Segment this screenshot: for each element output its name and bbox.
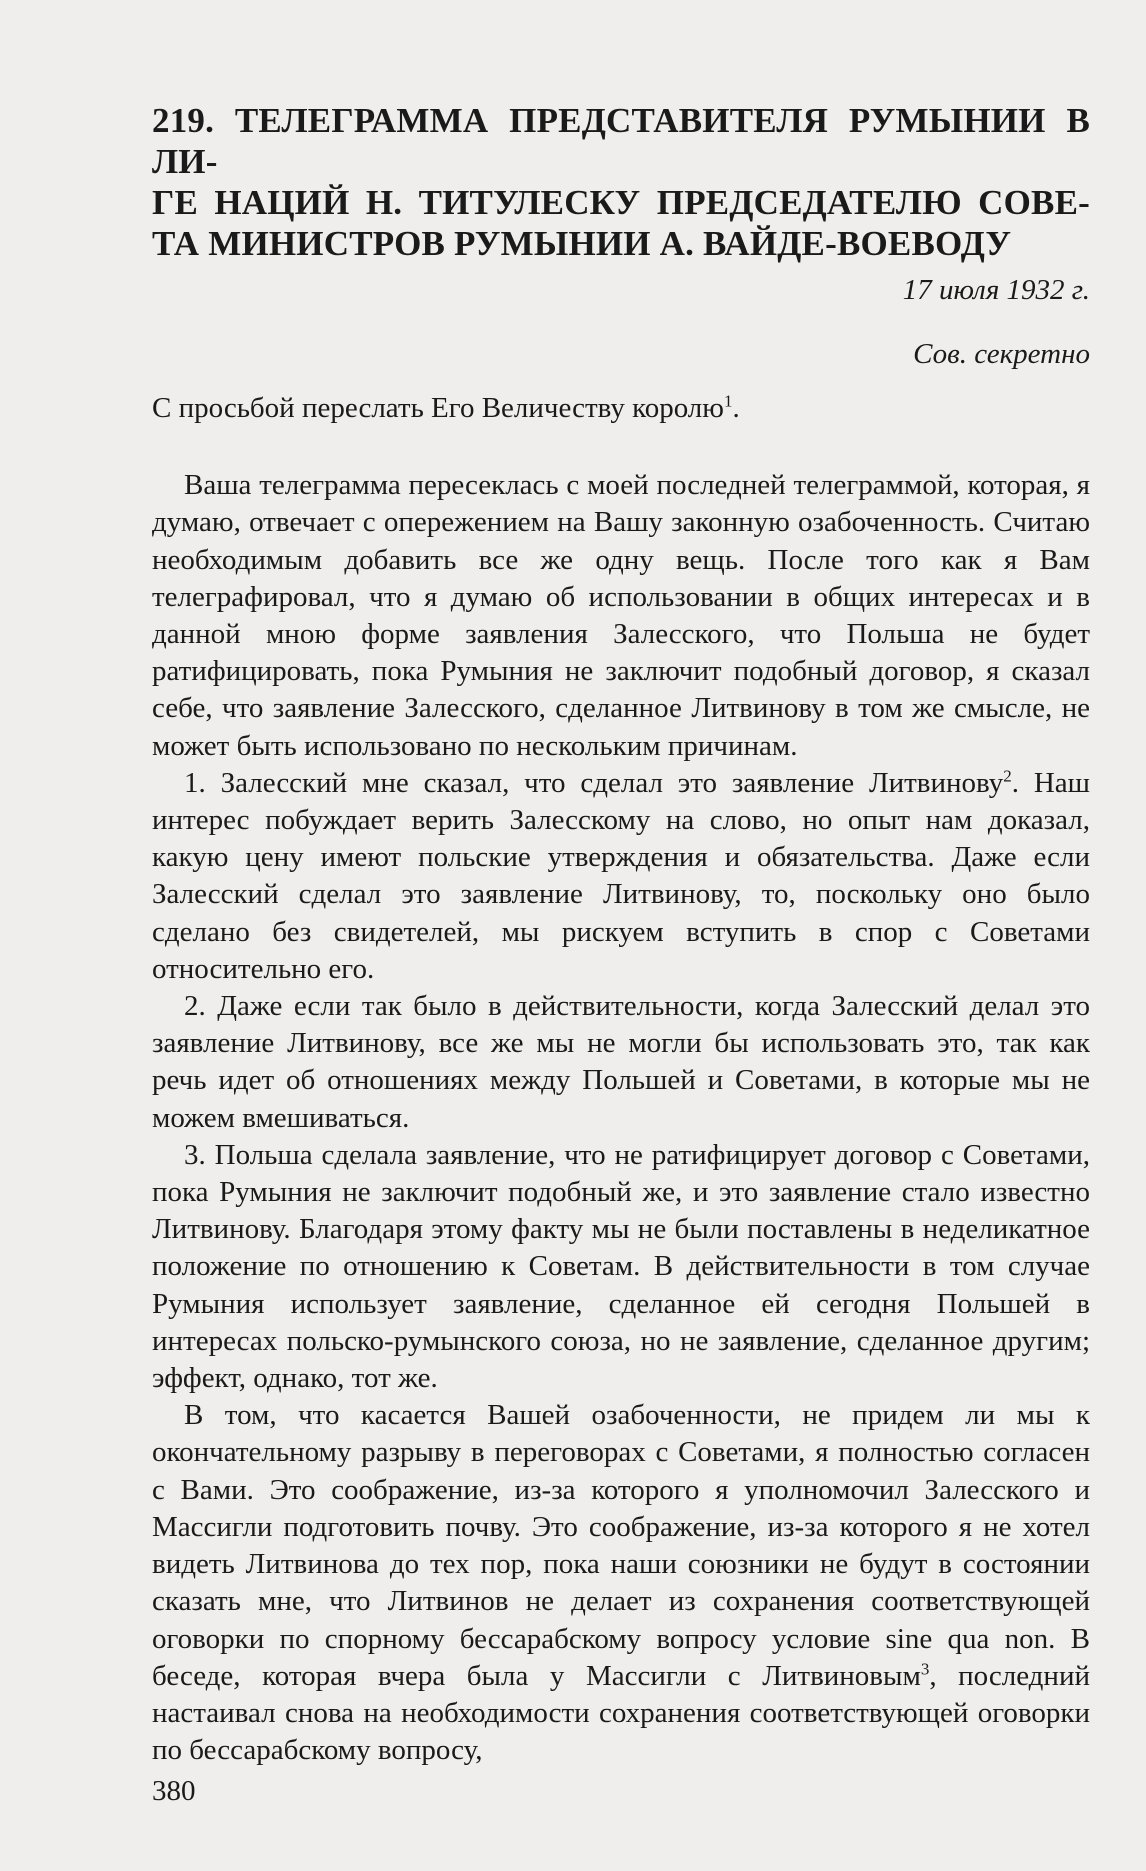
body-paragraph-5 [152,1397,1090,1769]
page-number: 380 [152,1775,196,1807]
body-paragraph-3: 2. Даже если так было в действительности, когда Залесский делал это заявление Литвинову, все же мы не могли бы использовать это, так как речь идет об отношениях между Польшей и Советами, в которые мы не можем вмешиваться. [152,990,1090,1134]
intro-tail: . [732,392,740,424]
footnote-ref-2: 2 [1003,766,1012,786]
body-paragraph-4: 3. Польша сделала заявление, что не ратифицирует договор с Советами, пока Румыния не заключит подобный же, и это заявление стало известно Литвинову. Благодаря этому факту мы не были поставлены в неделикатное положение по отношению к Советам. В действительности в том случае Румыния использует заявление, сделанное ей сегодня Польшей в интересах польско-румынского союза, но не заявление, сделанное другим; эффект, однако, тот же. [152,1138,1090,1395]
paragraph-5-end: , последний настаивал снова на необходимости сохранения соответствующей оговорки по бессарабскому вопросу, [152,1659,1090,1767]
body-paragraph-2 [152,765,1090,988]
heading-line-3: ТА МИНИСТРОВ РУМЫНИИ А. ВАЙДЕ-ВОЕВОДУ [152,224,1012,263]
paragraph-2-start: 1. Залесский мне сказал, что сделал это заявление Литвинову [184,766,1004,799]
footnote-ref-1: 1 [723,391,733,411]
body-paragraph-1: Ваша телеграмма пересеклась с моей последней телеграммой, которая, я думаю, отвечает с опережением на Вашу законную озабоченность. Считаю необходимым добавить все же одну вещь. После того как я Вам телеграфировал, что я думаю об использовании в общих интересах и в данной мною форме заявления Залесского, что Польша не будет ратифицировать, пока Румыния не заключит подобный договор, я сказал себе, что заявление Залесского, сделанное Литвинову в том же смысле, не может быть использовано по нескольким причинам. [152,469,1090,762]
heading-line-1: 219. ТЕЛЕГРАММА ПРЕДСТАВИТЕЛЯ РУМЫНИИ В ЛИ- [152,101,1090,181]
intro-text: С просьбой переслать Его Величеству королю [152,392,724,424]
paragraph-5-start: В том, что касается Вашей озабоченности, не придем ли мы к окончательному разрыву в переговорах с Советами, я полностью согласен с Вами. Это соображение, из-за которого я уполномочил Залесского и Массигли подготовить почву. Это соображение, из-за которого я не хотел видеть Литвинова до тех пор, пока наши союзники не будут в состоянии сказать мне, что Литвинов не делает из сохранения соответствующей оговорки по спорному бессарабскому вопросу условие sine qua non. В беседе, которая вчера была у Массигли с Литвиновым [152,1399,1090,1692]
paragraph-2-end: . Наш интерес побуждает верить Залесскому на слово, но опыт нам доказал, какую цену имеют польские утверждения и обязательства. Даже если Залесский сделал это заявление Литвинову, то, поскольку оно было сделано без свидетелей, мы рискуем вступить в спор с Советами относительно его. [152,766,1090,985]
intro-paragraph [152,390,1090,427]
secrecy-label: Сов. секретно [913,338,1090,370]
document-date: 17 июля 1932 г. [902,274,1090,306]
footnote-ref-3: 3 [920,1659,930,1679]
document-heading [152,100,1090,264]
heading-line-2: ГЕ НАЦИЙ Н. ТИТУЛЕСКУ ПРЕДСЕДАТЕЛЮ СОВЕ- [152,183,1090,222]
